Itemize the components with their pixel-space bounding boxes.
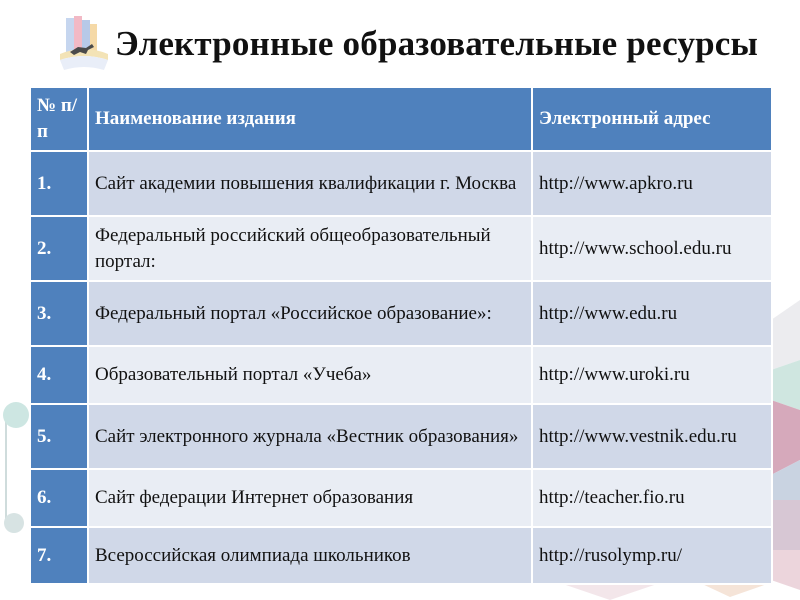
- table-row: [30, 281, 772, 346]
- row-name: Сайт электронного журнала «Вестник образования»: [88, 404, 532, 469]
- row-num: 2.: [30, 216, 88, 281]
- row-name: Образовательный портал «Учеба»: [88, 346, 532, 404]
- table-row: [30, 527, 772, 584]
- row-name: Федеральный портал «Российское образование»:: [88, 281, 532, 346]
- decorative-ribbon-right: [771, 300, 800, 600]
- row-num: 6.: [30, 469, 88, 527]
- table-row: [30, 469, 772, 527]
- row-num: 4.: [30, 346, 88, 404]
- row-name: Всероссийская олимпиада школьников: [88, 527, 532, 584]
- decorative-ribbon-bottom: [520, 583, 780, 600]
- header-url: Электронный адрес: [532, 87, 772, 151]
- slide-title: Электронные образовательные ресурсы: [115, 24, 759, 63]
- table-row: [30, 151, 772, 216]
- row-name: Федеральный российский общеобразовательный портал:: [88, 216, 532, 281]
- row-url-link[interactable]: http://www.school.edu.ru: [532, 216, 772, 281]
- table-header-row: [30, 87, 772, 151]
- row-url-link[interactable]: http://www.edu.ru: [532, 281, 772, 346]
- row-name: Сайт академии повышения квалификации г. Москва: [88, 151, 532, 216]
- header-name: Наименование издания: [88, 87, 532, 151]
- row-num: 1.: [30, 151, 88, 216]
- row-url-link[interactable]: http://www.vestnik.edu.ru: [532, 404, 772, 469]
- header-num: № п/п: [30, 87, 88, 151]
- table-row: [30, 346, 772, 404]
- book-logo-icon: [56, 14, 112, 76]
- row-num: 3.: [30, 281, 88, 346]
- resources-table: [29, 86, 773, 585]
- table-row: [30, 216, 772, 281]
- table-row: [30, 404, 772, 469]
- row-num: 5.: [30, 404, 88, 469]
- row-url-link[interactable]: http://teacher.fio.ru: [532, 469, 772, 527]
- row-url-link[interactable]: http://www.apkro.ru: [532, 151, 772, 216]
- row-num: 7.: [30, 527, 88, 584]
- row-url-link[interactable]: http://rusolymp.ru/: [532, 527, 772, 584]
- row-name: Сайт федерации Интернет образования: [88, 469, 532, 527]
- row-url-link[interactable]: http://www.uroki.ru: [532, 346, 772, 404]
